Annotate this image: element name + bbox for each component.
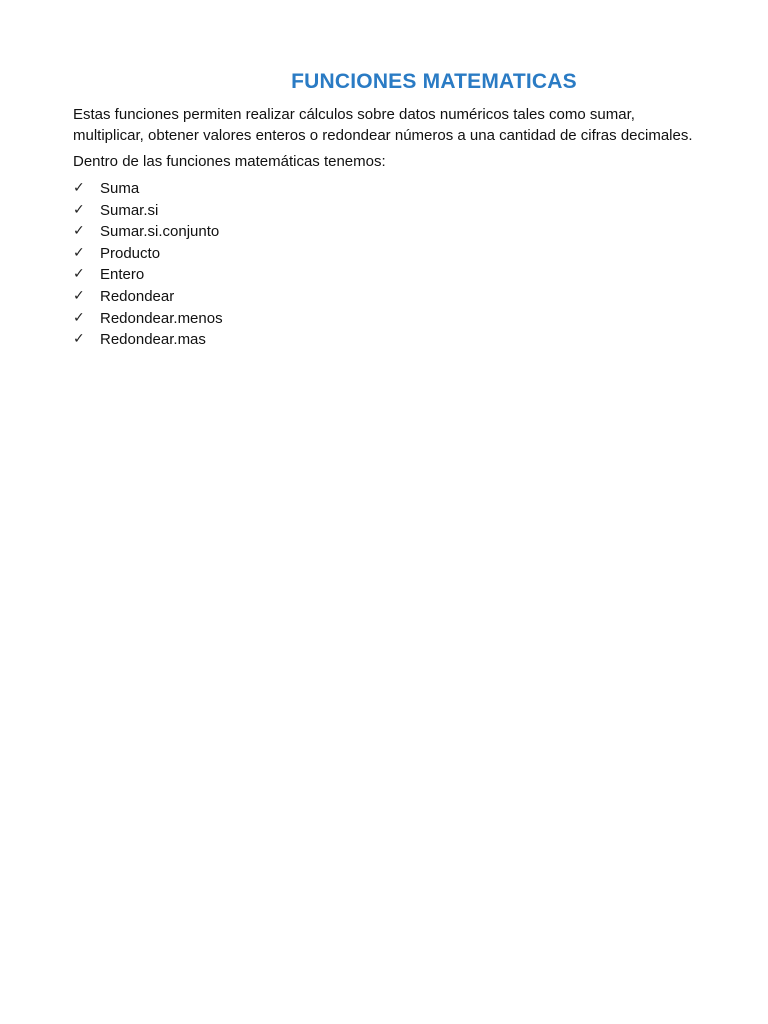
checkmark-icon: ✓ — [73, 331, 85, 348]
checkmark-icon: ✓ — [73, 266, 85, 283]
list-item — [73, 329, 223, 351]
list-item-label: Redondear.mas — [100, 331, 206, 349]
list-item — [73, 200, 223, 222]
page-title: FUNCIONES MATEMATICAS — [291, 70, 577, 93]
list-item-label: Sumar.si — [100, 201, 159, 219]
intro-line: multiplicar, obtener valores enteros o redondear números a una cantidad de cifras decimales. — [73, 127, 693, 144]
list-item — [73, 243, 223, 265]
checkmark-icon: ✓ — [73, 180, 85, 196]
list-item-label: Entero — [100, 266, 145, 284]
checkmark-icon: ✓ — [73, 309, 85, 326]
checkmark-icon: ✓ — [73, 223, 85, 240]
list-item — [73, 286, 223, 308]
intro-paragraph — [73, 104, 763, 146]
lead-text: Dentro de las funciones matemáticas tenemos: — [73, 153, 386, 170]
list-item-label: Sumar.si.conjunto — [100, 223, 220, 241]
list-item-label: Producto — [100, 244, 161, 262]
list-item-label: Redondear — [100, 287, 175, 305]
checkmark-icon: ✓ — [73, 287, 85, 304]
list-item — [73, 221, 223, 243]
intro-line: Estas funciones permiten realizar cálculos sobre datos numéricos tales como sumar, — [73, 106, 635, 123]
list-item — [73, 178, 223, 200]
list-item-label: Suma — [100, 180, 140, 197]
list-item-label: Redondear.menos — [100, 309, 223, 327]
functions-list — [73, 178, 223, 351]
checkmark-icon: ✓ — [73, 244, 85, 261]
list-item — [73, 264, 223, 286]
checkmark-icon: ✓ — [73, 201, 85, 218]
list-item — [73, 308, 223, 330]
